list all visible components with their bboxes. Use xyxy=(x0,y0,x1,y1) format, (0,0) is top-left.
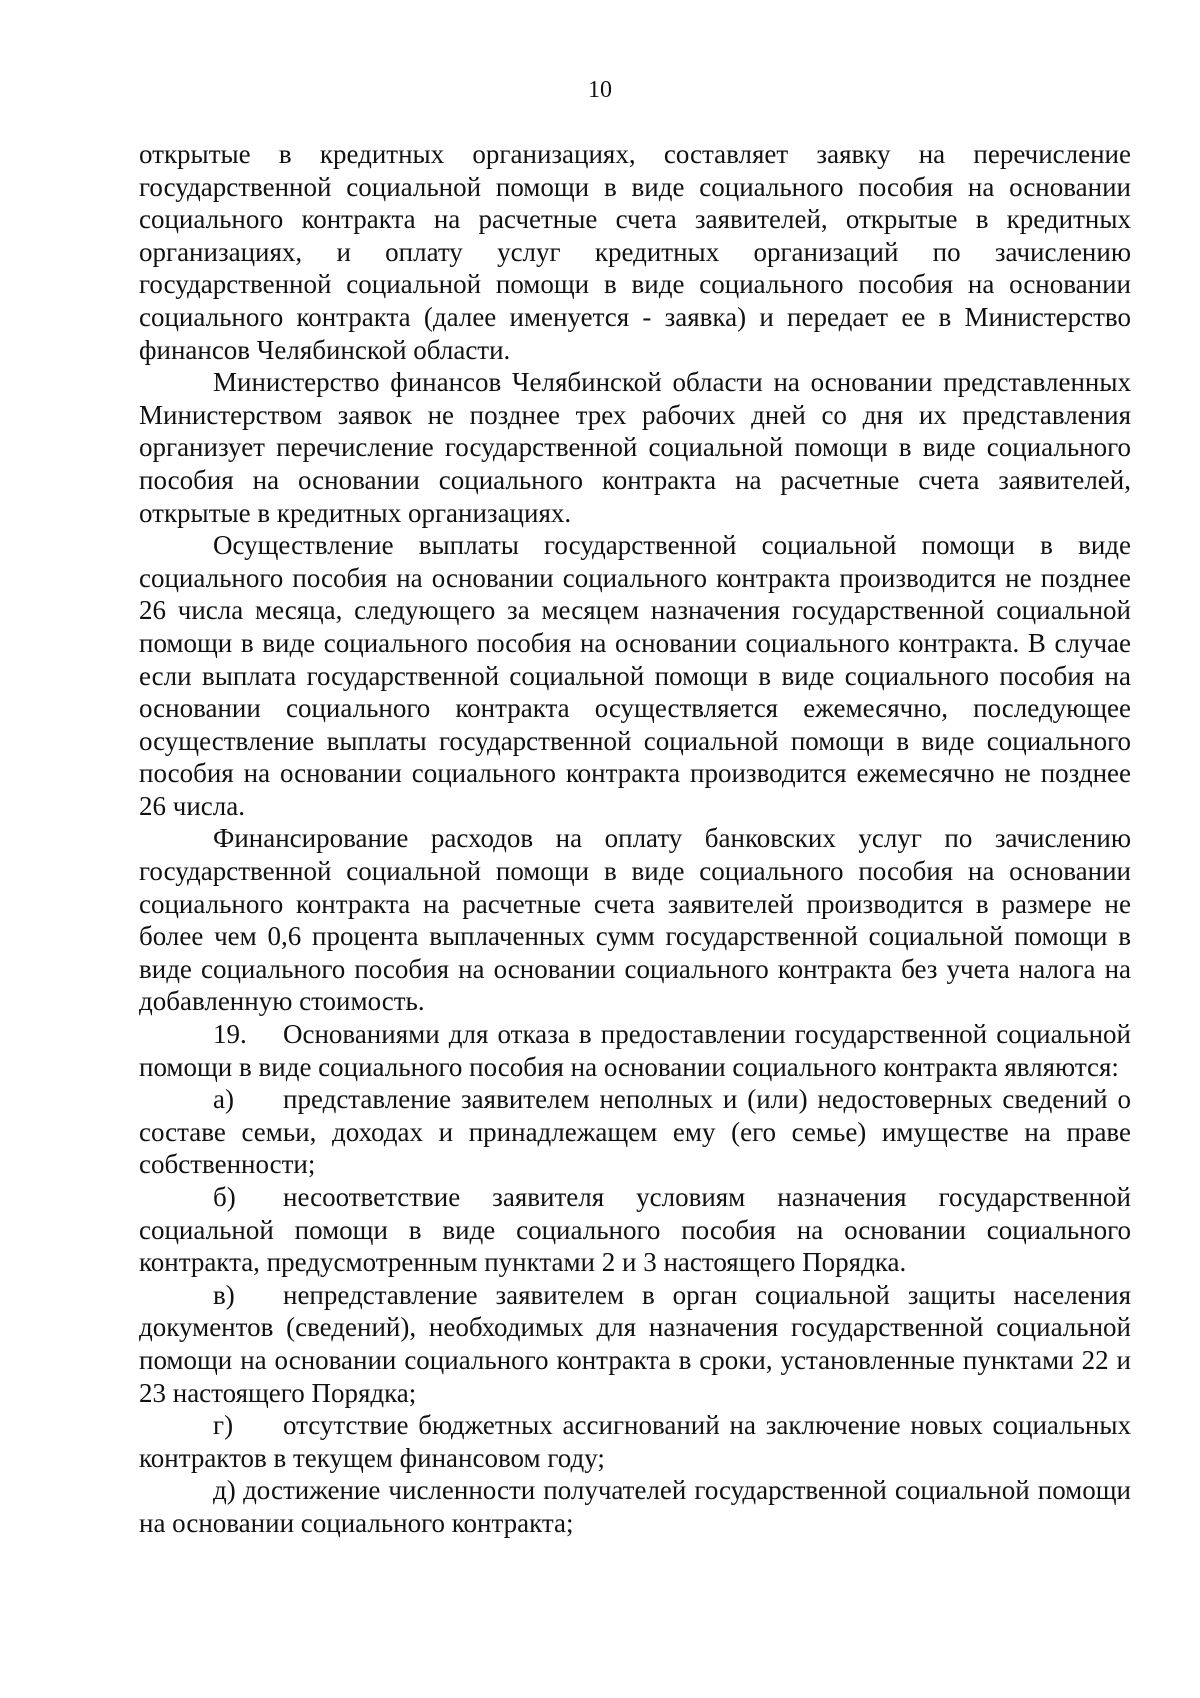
list-item-label: а) xyxy=(213,1084,234,1115)
list-item-v xyxy=(139,1279,1131,1409)
list-item-a xyxy=(139,1083,1131,1181)
list-item-label: д) xyxy=(213,1475,236,1506)
paragraph-continuation: открытые в кредитных организациях, составляет заявку на перечисление государственной социальной помощи в виде социального пособия на основании социального контракта на расчетные счета заявителей, открытые в кредитных организациях, и оплату услуг кредитных организаций по зачислению государственной социальной помощи в виде социального пособия на основании социального контракта (далее именуется - заявка) и передает ее в Министерство финансов Челябинской области. xyxy=(139,139,1131,365)
list-item-label: б) xyxy=(213,1182,236,1212)
list-item-text: несоответствие заявителя условиям назначения государственной социальной помощи в виде социального пособия на основании социального контракта, предусмотренным пунктами 2 и 3 настоящего Порядка. xyxy=(139,1182,1131,1278)
clause-19-text: Основаниями для отказа в предоставлении государственной социальной помощи в виде социального пособия на основании социального контракта являются: xyxy=(139,1019,1131,1082)
paragraph-payment-terms: Осуществление выплаты государственной социальной помощи в виде социального пособия на основании социального контракта производится не позднее 26 числа месяца, следующего за месяцем назначения государственной социальной помощи в виде социального пособия на основании социального контракта. В случае если выплата государственной социальной помощи в виде социального пособия на основании социального контракта осуществляется ежемесячно, последующее осуществление выплаты государственной социальной помощи в виде социального пособия на основании социального контракта производится ежемесячно не позднее 26 числа. xyxy=(139,530,1131,821)
list-item-text: представление заявителем неполных и (или) недостоверных сведений о составе семьи, доходах и принадлежащем ему (его семье) имуществе на праве собственности; xyxy=(139,1084,1131,1180)
clause-19 xyxy=(139,1018,1131,1083)
list-item-text: достижение численности получателей государственной социальной помощи на основании социального контракта; xyxy=(139,1475,1132,1538)
list-item-text: отсутствие бюджетных ассигнований на заключение новых социальных контрактов в текущем финансовом году; xyxy=(139,1410,1131,1473)
list-item-d xyxy=(139,1474,1131,1539)
paragraph-ministry-finance: Министерство финансов Челябинской области на основании представленных Министерством заявок не позднее трех рабочих дней со дня их представления организует перечисление государственной социальной помощи в виде социального пособия на основании социального контракта на расчетные счета заявителей, открытые в кредитных организациях. xyxy=(139,367,1131,528)
list-item-b xyxy=(139,1181,1131,1279)
clause-19-number: 19. xyxy=(213,1019,247,1050)
list-item-label: г) xyxy=(213,1410,234,1441)
page-number: 10 xyxy=(588,77,612,103)
list-item-label: в) xyxy=(213,1279,235,1310)
paragraph-bank-fees: Финансирование расходов на оплату банковских услуг по зачислению государственной социальной помощи в виде социального пособия на основании социального контракта на расчетные счета заявителей производится в размере не более чем 0,6 процента выплаченных сумм государственной социальной помощи в виде социального пособия на основании социального контракта без учета налога на добавленную стоимость. xyxy=(139,823,1131,1017)
document-body xyxy=(139,138,1131,1540)
list-item-g xyxy=(139,1409,1131,1474)
list-item-text: непредставление заявителем в орган социальной защиты населения документов (сведений), необходимых для назначения государственной социальной помощи на основании социального контракта в сроки, установленные пунктами 22 и 23 настоящего Порядка; xyxy=(139,1279,1131,1408)
